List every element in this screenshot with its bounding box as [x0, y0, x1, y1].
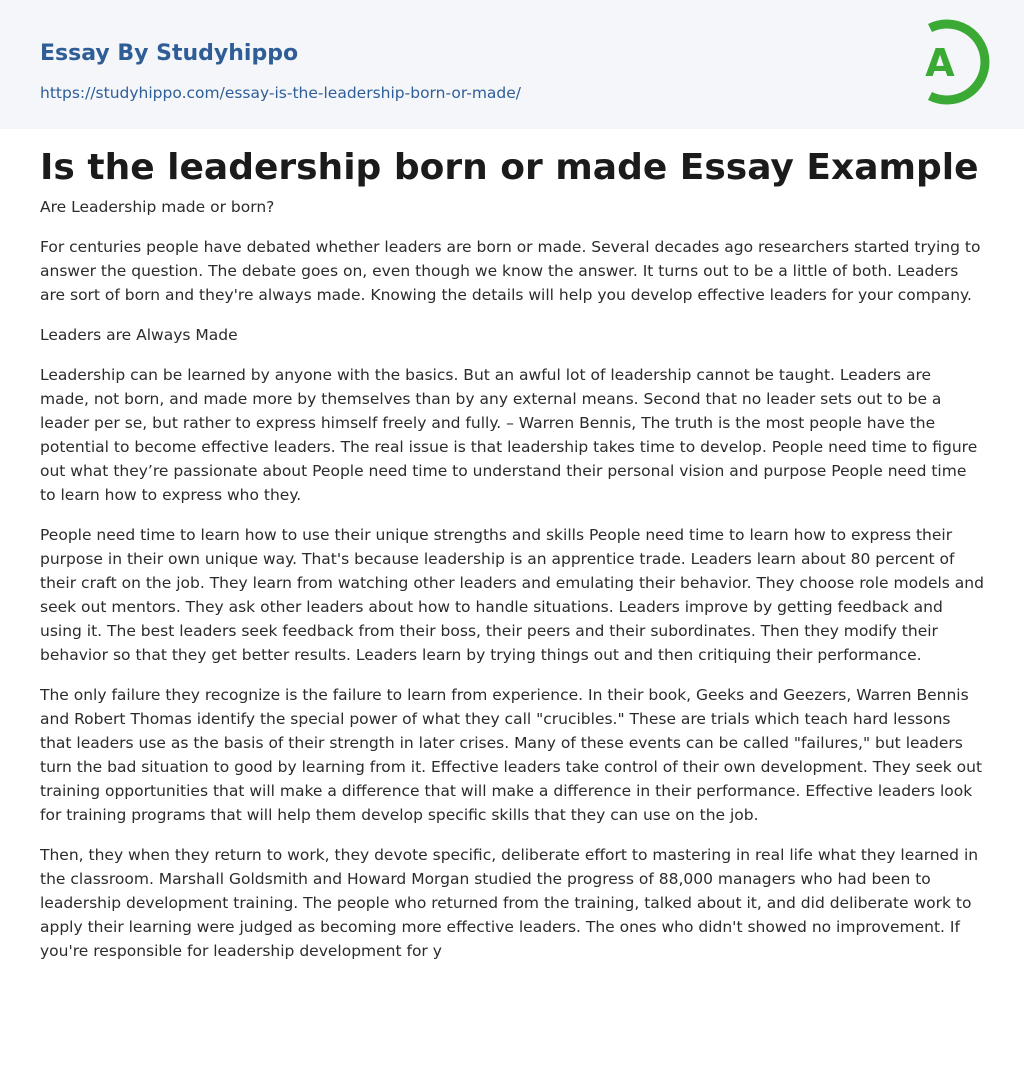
page-title: Is the leadership born or made Essay Example: [40, 147, 979, 188]
article-paragraph: Are Leadership made or born?: [40, 198, 275, 216]
article-paragraph: The only failure they recognize is the failure to learn from experience. In their book, Geeks and Geezers, Warren Bennis and Robert Thomas identify the special power of what they call "crucibles." These are trials which teach hard lessons that leaders use as the basis of their strength in later crises. Many of these events can be called "failures," but leaders turn the bad situation to good by learning from it. Effective leaders take control of their own development. They seek out training opportunities that will make a difference that will make a difference in their performance. Effective leaders look for training programs that will help them develop specific skills that they can use on the job.: [40, 686, 983, 824]
article: [40, 144, 984, 979]
logo-letter: A: [925, 41, 955, 85]
article-paragraph: Then, they when they return to work, they devote specific, deliberate effort to mastering in real life what they learned in the classroom. Marshall Goldsmith and Howard Morgan studied the progress of 88,000 managers who had been to leadership development training. The people who returned from the training, talked about it, and did deliberate work to apply their learning were judged as becoming more effective leaders. The ones who didn't showed no improvement. If you're responsible for leadership development for y: [40, 846, 979, 960]
article-paragraph: Leaders are Always Made: [40, 326, 238, 344]
site-header: [0, 0, 1024, 129]
article-paragraph: For centuries people have debated whether leaders are born or made. Several decades ago researchers started trying to answer the question. The debate goes on, even though we know the answer. It turns out to be a little of both. Leaders are sort of born and they're always made. Knowing the details will help you develop effective leaders for your company.: [40, 238, 981, 304]
studyhippo-logo-icon[interactable]: [904, 16, 992, 108]
article-paragraph: People need time to learn how to use their unique strengths and skills People need time to learn how to express their purpose in their own unique way. That's because leadership is an apprentice trade. Leaders learn about 80 percent of their craft on the job. They learn from watching other leaders and emulating their behavior. They choose role models and seek out mentors. They ask other leaders about how to handle situations. Leaders improve by getting feedback and using it. The best leaders seek feedback from their boss, their peers and their subordinates. Then they modify their behavior so that they get better results. Leaders learn by trying things out and then critiquing their performance.: [40, 526, 984, 664]
article-paragraph: Leadership can be learned by anyone with the basics. But an awful lot of leadership cannot be taught. Leaders are made, not born, and made more by themselves than by any external means. Second that no leader sets out to be a leader per se, but rather to express himself freely and fully. – Warren Bennis, The truth is the most people have the potential to become effective leaders. The real issue is that leadership takes time to develop. People need time to figure out what they’re passionate about People need time to understand their personal vision and purpose People need time to learn how to express who they.: [40, 366, 978, 504]
essay-url-link[interactable]: https://studyhippo.com/essay-is-the-leadership-born-or-made/: [40, 84, 522, 102]
site-brand[interactable]: Essay By Studyhippo: [40, 41, 299, 66]
